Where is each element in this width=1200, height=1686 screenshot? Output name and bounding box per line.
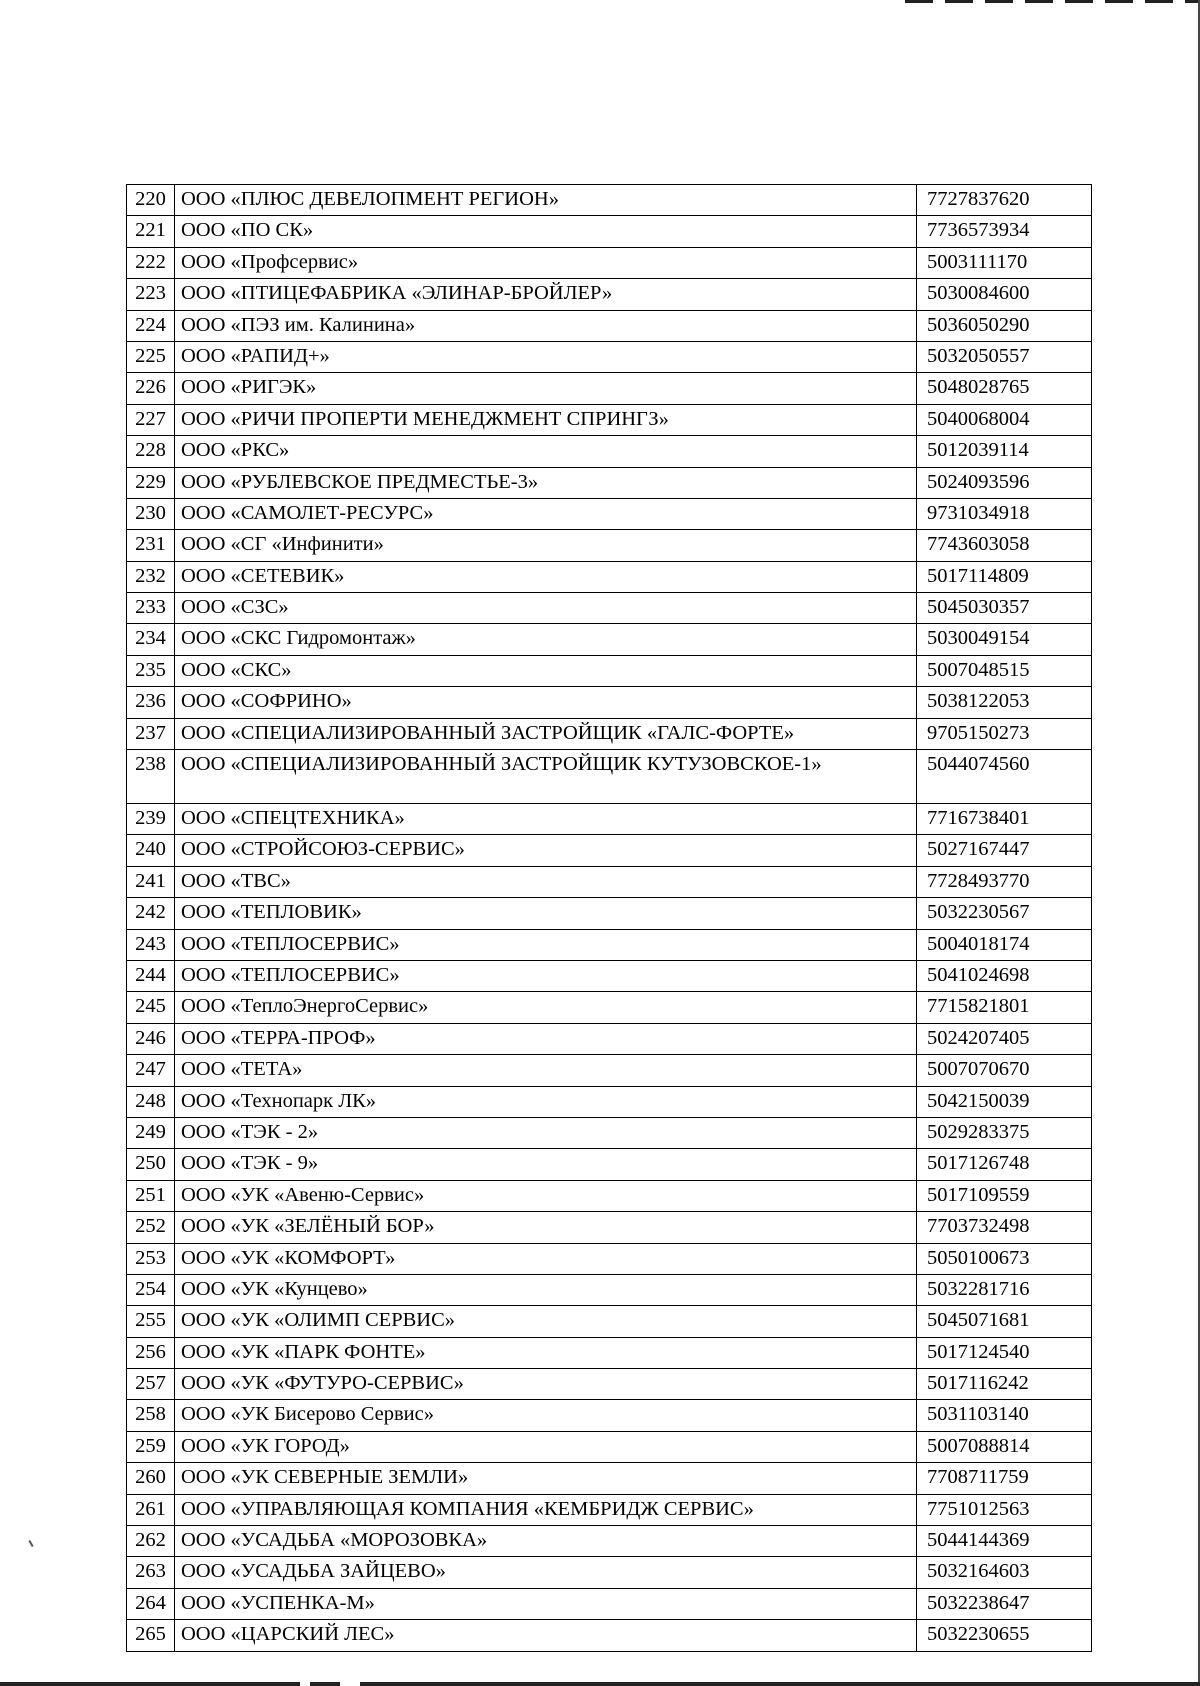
organization-inn: 5038122053: [917, 687, 1092, 718]
table-row: [127, 1431, 1092, 1462]
organization-name: ООО «УК «ОЛИМП СЕРВИС»: [175, 1306, 917, 1337]
table-row: [127, 373, 1092, 404]
table-row: [127, 1086, 1092, 1117]
table-row: [127, 1620, 1092, 1651]
organization-name: ООО «ПО СК»: [175, 216, 917, 247]
row-number: 220: [127, 185, 175, 216]
organization-inn: 7715821801: [917, 992, 1092, 1023]
table-row: [127, 1557, 1092, 1588]
organization-name: ООО «ПЭЗ им. Калинина»: [175, 310, 917, 341]
organization-inn: 5012039114: [917, 436, 1092, 467]
organization-name: ООО «Технопарк ЛК»: [175, 1086, 917, 1117]
organization-name: ООО «РИЧИ ПРОПЕРТИ МЕНЕДЖМЕНТ СПРИНГЗ»: [175, 404, 917, 435]
table-row: [127, 310, 1092, 341]
table-row: [127, 1149, 1092, 1180]
organization-name: ООО «Профсервис»: [175, 247, 917, 278]
row-number: 237: [127, 718, 175, 749]
organization-name: ООО «ПЛЮС ДЕВЕЛОПМЕНТ РЕГИОН»: [175, 185, 917, 216]
row-number: 260: [127, 1463, 175, 1494]
table-row: [127, 279, 1092, 310]
organization-inn: 5003111170: [917, 247, 1092, 278]
organization-inn: 5017109559: [917, 1180, 1092, 1211]
table-row: [127, 530, 1092, 561]
row-number: 239: [127, 804, 175, 835]
organization-inn: 5032238647: [917, 1588, 1092, 1619]
table-row: [127, 655, 1092, 686]
row-number: 236: [127, 687, 175, 718]
organization-inn: 5032230567: [917, 898, 1092, 929]
row-number: 251: [127, 1180, 175, 1211]
organization-name: ООО «РИГЭК»: [175, 373, 917, 404]
organization-inn: 5036050290: [917, 310, 1092, 341]
row-number: 253: [127, 1243, 175, 1274]
organization-name: ООО «СЕТЕВИК»: [175, 561, 917, 592]
organization-name: ООО «СГ «Инфинити»: [175, 530, 917, 561]
row-number: 261: [127, 1494, 175, 1525]
row-number: 245: [127, 992, 175, 1023]
organization-inn: 5024093596: [917, 467, 1092, 498]
organization-inn: 7743603058: [917, 530, 1092, 561]
row-number: 263: [127, 1557, 175, 1588]
organization-inn: 5044074560: [917, 750, 1092, 804]
table-row: [127, 1588, 1092, 1619]
organization-name: ООО «ТВС»: [175, 866, 917, 897]
organization-inn: 9705150273: [917, 718, 1092, 749]
organization-name: ООО «СПЕЦИАЛИЗИРОВАННЫЙ ЗАСТРОЙЩИК «ГАЛС-ФОРТЕ»: [175, 718, 917, 749]
organization-name: ООО «ТеплоЭнергоСервис»: [175, 992, 917, 1023]
table-row: [127, 1494, 1092, 1525]
row-number: 242: [127, 898, 175, 929]
table-row: [127, 804, 1092, 835]
organization-inn: 5017114809: [917, 561, 1092, 592]
table-row: [127, 624, 1092, 655]
scan-artifact-top: [905, 0, 1200, 3]
table-row: [127, 1400, 1092, 1431]
organization-inn: 5007048515: [917, 655, 1092, 686]
organization-name: ООО «СКС»: [175, 655, 917, 686]
row-number: 257: [127, 1369, 175, 1400]
organization-name: ООО «УК «КОМФОРТ»: [175, 1243, 917, 1274]
organization-inn: 5029283375: [917, 1117, 1092, 1148]
row-number: 246: [127, 1023, 175, 1054]
organization-inn: 5024207405: [917, 1023, 1092, 1054]
organization-inn: 5045030357: [917, 593, 1092, 624]
row-number: 231: [127, 530, 175, 561]
organization-name: ООО «УК «Кунцево»: [175, 1274, 917, 1305]
organization-name: ООО «СПЕЦТЕХНИКА»: [175, 804, 917, 835]
row-number: 265: [127, 1620, 175, 1651]
row-number: 240: [127, 835, 175, 866]
organization-name: ООО «ТЕПЛОСЕРВИС»: [175, 929, 917, 960]
organization-name: ООО «УПРАВЛЯЮЩАЯ КОМПАНИЯ «КЕМБРИДЖ СЕРВИС»: [175, 1494, 917, 1525]
table-row: [127, 1180, 1092, 1211]
row-number: 229: [127, 467, 175, 498]
organization-name: ООО «УК СЕВЕРНЫЕ ЗЕМЛИ»: [175, 1463, 917, 1494]
scan-artifact-bottom: [0, 1682, 1200, 1686]
table-row: [127, 561, 1092, 592]
row-number: 222: [127, 247, 175, 278]
organizations-table: [126, 184, 1092, 1652]
table-row: [127, 929, 1092, 960]
organization-inn: 5007070670: [917, 1055, 1092, 1086]
organization-inn: 7703732498: [917, 1212, 1092, 1243]
row-number: 243: [127, 929, 175, 960]
row-number: 224: [127, 310, 175, 341]
organization-inn: 5031103140: [917, 1400, 1092, 1431]
table-row: [127, 341, 1092, 372]
row-number: 230: [127, 498, 175, 529]
organization-inn: 5050100673: [917, 1243, 1092, 1274]
table-row: [127, 436, 1092, 467]
organization-name: ООО «УК «ЗЕЛЁНЫЙ БОР»: [175, 1212, 917, 1243]
organization-inn: 7708711759: [917, 1463, 1092, 1494]
organization-name: ООО «ТЭК - 2»: [175, 1117, 917, 1148]
organization-inn: 5017126748: [917, 1149, 1092, 1180]
row-number: 232: [127, 561, 175, 592]
organization-inn: 5032230655: [917, 1620, 1092, 1651]
organization-name: ООО «УК ГОРОД»: [175, 1431, 917, 1462]
table-row: [127, 404, 1092, 435]
row-number: 252: [127, 1212, 175, 1243]
row-number: 225: [127, 341, 175, 372]
row-number: 256: [127, 1337, 175, 1368]
organization-name: ООО «СКС Гидромонтаж»: [175, 624, 917, 655]
row-number: 259: [127, 1431, 175, 1462]
organization-name: ООО «ТЕПЛОСЕРВИС»: [175, 960, 917, 991]
organization-name: ООО «УСПЕНКА-М»: [175, 1588, 917, 1619]
table-row: [127, 247, 1092, 278]
organization-inn: 5042150039: [917, 1086, 1092, 1117]
table-row: [127, 1369, 1092, 1400]
organization-name: ООО «УК «ФУТУРО-СЕРВИС»: [175, 1369, 917, 1400]
table-row: [127, 1023, 1092, 1054]
table-row: [127, 687, 1092, 718]
organization-name: ООО «РАПИД+»: [175, 341, 917, 372]
table-row: [127, 960, 1092, 991]
row-number: 264: [127, 1588, 175, 1619]
organization-inn: 5007088814: [917, 1431, 1092, 1462]
organization-inn: 5044144369: [917, 1526, 1092, 1557]
table-row: [127, 1463, 1092, 1494]
table-row: [127, 1055, 1092, 1086]
organization-inn: 5032050557: [917, 341, 1092, 372]
row-number: 227: [127, 404, 175, 435]
row-number: 250: [127, 1149, 175, 1180]
organization-name: ООО «РУБЛЕВСКОЕ ПРЕДМЕСТЬЕ-3»: [175, 467, 917, 498]
organization-name: ООО «СОФРИНО»: [175, 687, 917, 718]
row-number: 221: [127, 216, 175, 247]
organization-name: ООО «ТЕТА»: [175, 1055, 917, 1086]
organization-inn: 7736573934: [917, 216, 1092, 247]
organization-name: ООО «УСАДЬБА ЗАЙЦЕВО»: [175, 1557, 917, 1588]
organization-inn: 5048028765: [917, 373, 1092, 404]
row-number: 234: [127, 624, 175, 655]
row-number: 249: [127, 1117, 175, 1148]
table-row: [127, 1243, 1092, 1274]
organization-name: ООО «УК «Авеню-Сервис»: [175, 1180, 917, 1211]
organization-name: ООО «ТЭК - 9»: [175, 1149, 917, 1180]
table-row: [127, 992, 1092, 1023]
table-row: [127, 467, 1092, 498]
table-row: [127, 866, 1092, 897]
table-row: [127, 216, 1092, 247]
organization-name: ООО «СТРОЙСОЮЗ-СЕРВИС»: [175, 835, 917, 866]
row-number: 226: [127, 373, 175, 404]
organization-name: ООО «РКС»: [175, 436, 917, 467]
row-number: 233: [127, 593, 175, 624]
scan-speck: [28, 1540, 33, 1547]
organization-inn: 5041024698: [917, 960, 1092, 991]
row-number: 247: [127, 1055, 175, 1086]
table-row: [127, 593, 1092, 624]
table-row: [127, 750, 1092, 804]
organization-inn: 9731034918: [917, 498, 1092, 529]
table-row: [127, 1306, 1092, 1337]
row-number: 255: [127, 1306, 175, 1337]
organization-inn: 5030084600: [917, 279, 1092, 310]
row-number: 223: [127, 279, 175, 310]
organization-inn: 7751012563: [917, 1494, 1092, 1525]
organization-inn: 5017124540: [917, 1337, 1092, 1368]
organization-name: ООО «ТЕПЛОВИК»: [175, 898, 917, 929]
organization-inn: 7716738401: [917, 804, 1092, 835]
table-row: [127, 1526, 1092, 1557]
table-row: [127, 1212, 1092, 1243]
table-row: [127, 185, 1092, 216]
organization-inn: 5030049154: [917, 624, 1092, 655]
organization-name: ООО «ПТИЦЕФАБРИКА «ЭЛИНАР-БРОЙЛЕР»: [175, 279, 917, 310]
organization-inn: 5040068004: [917, 404, 1092, 435]
organization-inn: 5032281716: [917, 1274, 1092, 1305]
row-number: 238: [127, 750, 175, 804]
row-number: 248: [127, 1086, 175, 1117]
organization-inn: 5045071681: [917, 1306, 1092, 1337]
organization-name: ООО «УК «ПАРК ФОНТЕ»: [175, 1337, 917, 1368]
organization-name: ООО «ТЕРРА-ПРОФ»: [175, 1023, 917, 1054]
table-row: [127, 835, 1092, 866]
organization-name: ООО «УСАДЬБА «МОРОЗОВКА»: [175, 1526, 917, 1557]
organization-inn: 5017116242: [917, 1369, 1092, 1400]
row-number: 241: [127, 866, 175, 897]
organizations-table-body: [127, 185, 1092, 1652]
row-number: 235: [127, 655, 175, 686]
row-number: 258: [127, 1400, 175, 1431]
organization-inn: 7727837620: [917, 185, 1092, 216]
organization-inn: 5027167447: [917, 835, 1092, 866]
row-number: 254: [127, 1274, 175, 1305]
organization-inn: 7728493770: [917, 866, 1092, 897]
organization-inn: 5032164603: [917, 1557, 1092, 1588]
organization-name: ООО «СПЕЦИАЛИЗИРОВАННЫЙ ЗАСТРОЙЩИК КУТУЗОВСКОЕ-1»: [175, 750, 917, 804]
organization-name: ООО «СЗС»: [175, 593, 917, 624]
table-row: [127, 498, 1092, 529]
table-row: [127, 1337, 1092, 1368]
table-row: [127, 718, 1092, 749]
organization-inn: 5004018174: [917, 929, 1092, 960]
row-number: 228: [127, 436, 175, 467]
table-row: [127, 898, 1092, 929]
row-number: 262: [127, 1526, 175, 1557]
row-number: 244: [127, 960, 175, 991]
organization-name: ООО «ЦАРСКИЙ ЛЕС»: [175, 1620, 917, 1651]
organization-name: ООО «УК Бисерово Сервис»: [175, 1400, 917, 1431]
table-row: [127, 1274, 1092, 1305]
table-row: [127, 1117, 1092, 1148]
organization-name: ООО «САМОЛЕТ-РЕСУРС»: [175, 498, 917, 529]
